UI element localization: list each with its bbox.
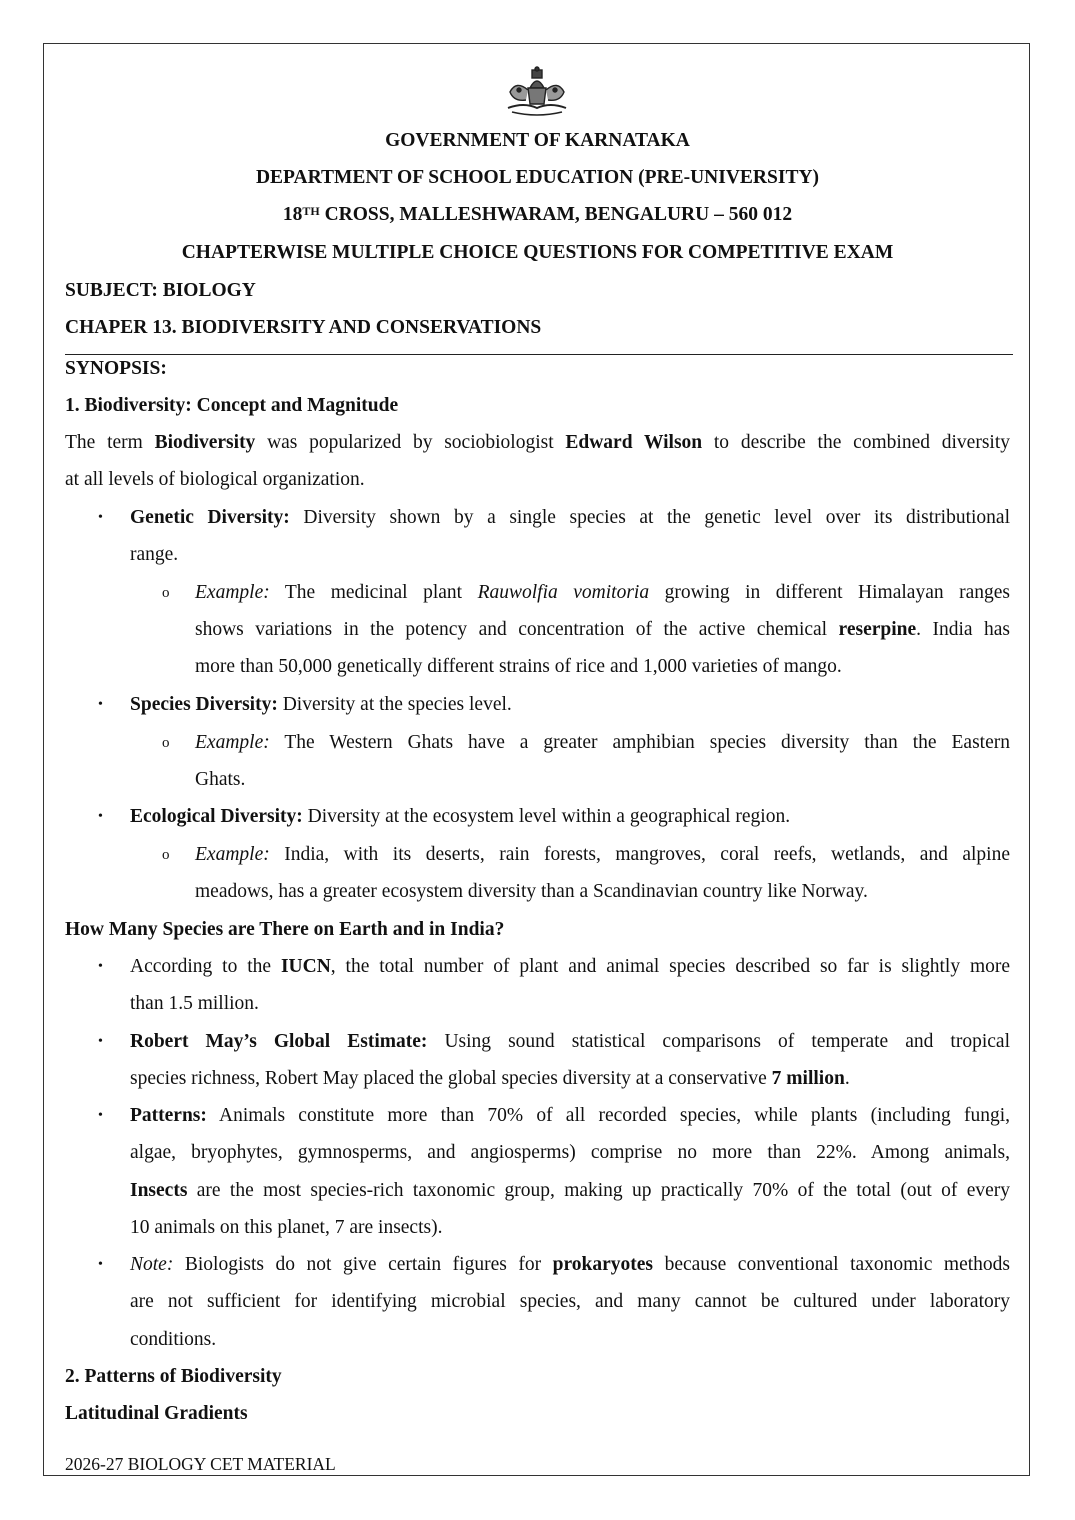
bullet-icon: •: [98, 697, 103, 712]
chapter-line: CHAPER 13. BIODIVERSITY AND CONSERVATIONS: [65, 317, 542, 338]
document-title: CHAPTERWISE MULTIPLE CHOICE QUESTIONS FOR COMPETITIVE EXAM: [181, 242, 894, 263]
genetic-example-cont: shows variations in the potency and concentration of the active chemical reserpine. India has: [195, 619, 1010, 640]
divider: [65, 354, 1013, 355]
species-diversity-item: Species Diversity: Diversity at the species level.: [130, 694, 512, 715]
sub-bullet-icon: o: [162, 585, 170, 601]
ecological-example: Example: India, with its deserts, rain forests, mangroves, coral reefs, wetlands, and alpine: [195, 844, 1010, 865]
sub-bullet-icon: o: [162, 735, 170, 751]
latitudinal-gradients-heading: Latitudinal Gradients: [65, 1403, 248, 1424]
bullet-icon: •: [98, 1108, 103, 1123]
species-example-cont: Ghats.: [195, 769, 246, 790]
bullet-icon: •: [98, 510, 103, 525]
page-footer: 2026-27 BIOLOGY CET MATERIAL: [65, 1454, 336, 1474]
intro-paragraph: The term Biodiversity was popularized by sociobiologist Edward Wilson to describe the combined diversity: [65, 432, 1011, 453]
robert-may-item: Robert May’s Global Estimate: Using sound statistical comparisons of temperate and tropical: [130, 1031, 1010, 1052]
species-example: Example: The Western Ghats have a greater amphibian species diversity than the Eastern: [195, 732, 1010, 753]
note-item-cont-2: conditions.: [130, 1329, 217, 1350]
iucn-item: According to the IUCN, the total number of plant and animal species described so far is slightly more: [130, 956, 1011, 977]
iucn-item-cont: than 1.5 million.: [130, 993, 259, 1014]
section-1-heading: 1. Biodiversity: Concept and Magnitude: [65, 395, 399, 416]
species-count-heading: How Many Species are There on Earth and in India?: [65, 919, 505, 940]
patterns-item: Patterns: Animals constitute more than 70% of all recorded species, while plants (including fungi,: [130, 1105, 1010, 1126]
genetic-diversity-cont: range.: [130, 544, 179, 565]
patterns-item-cont: algae, bryophytes, gymnosperms, and angiosperms) comprise no more than 22%. Among animals,: [130, 1142, 1010, 1163]
ecological-diversity-item: Ecological Diversity: Diversity at the ecosystem level within a geographical region.: [130, 806, 791, 827]
section-2-heading: 2. Patterns of Biodiversity: [65, 1366, 282, 1387]
bullet-icon: •: [98, 1034, 103, 1049]
bullet-icon: •: [98, 1257, 103, 1272]
patterns-item-cont-3: 10 animals on this planet, 7 are insects).: [130, 1217, 443, 1238]
karnataka-emblem-icon: [504, 66, 570, 118]
sub-bullet-icon: o: [162, 847, 170, 863]
genetic-example: Example: The medicinal plant Rauwolfia vomitoria growing in different Himalayan ranges: [195, 582, 1010, 603]
department-title: DEPARTMENT OF SCHOOL EDUCATION (PRE-UNIVERSITY): [255, 167, 820, 188]
intro-paragraph-cont: at all levels of biological organization.: [65, 469, 365, 490]
note-item: Note: Biologists do not give certain figures for prokaryotes because conventional taxonomic methods: [130, 1254, 1010, 1275]
subject-line: SUBJECT: BIOLOGY: [65, 280, 256, 301]
patterns-item-cont-2: Insects are the most species-rich taxonomic group, making up practically 70% of the total (out of every: [130, 1180, 1010, 1201]
robert-may-item-cont: species richness, Robert May placed the global species diversity at a conservative 7 million.: [130, 1068, 850, 1089]
genetic-diversity-item: Genetic Diversity: Diversity shown by a single species at the genetic level over its distributional: [130, 507, 1010, 528]
ecological-example-cont: meadows, has a greater ecosystem diversity than a Scandinavian country like Norway.: [195, 881, 868, 902]
synopsis-label: SYNOPSIS:: [65, 358, 167, 379]
govt-title: GOVERNMENT OF KARNATAKA: [385, 130, 690, 151]
address-line: 18TH CROSS, MALLESHWARAM, BENGALURU – 560 012: [282, 204, 793, 225]
genetic-example-cont-2: more than 50,000 genetically different strains of rice and 1,000 varieties of mango.: [195, 656, 842, 677]
note-item-cont: are not sufficient for identifying microbial species, and many cannot be cultured under laboratory: [130, 1291, 1010, 1312]
bullet-icon: •: [98, 959, 103, 974]
bullet-icon: •: [98, 809, 103, 824]
